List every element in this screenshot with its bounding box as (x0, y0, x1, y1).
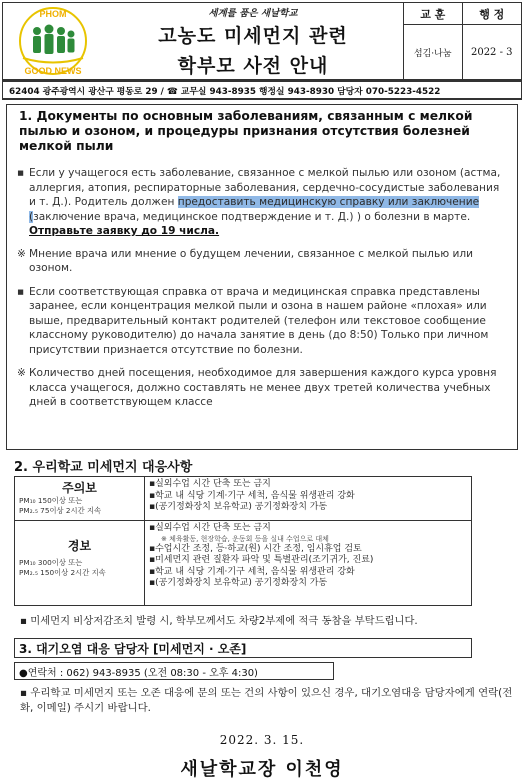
response-table (14, 476, 472, 606)
principal-signature: 새날학교장 이천영 (180, 759, 344, 780)
issue-date: 2022. 3. 15. (219, 733, 305, 747)
school-slogan: 세계를 품은 새날학교 (208, 8, 298, 19)
highlighted-text: предоставить медицинскую справку или заключение ( (29, 196, 480, 223)
header (2, 2, 522, 80)
section-2-title: 2. 우리학교 미세먼지 대응사항 (14, 460, 193, 475)
paragraph-medical-certificate: ▪ Если у учащегося есть заболевание, связанное с мелкой пылью или озоном (астма, аллергия, атопия, респираторные заболевания, сердечно-сосудистые заболевания и т. Д.). Родитель должен предоставить медицинскую справку или заключение (заключение врача, медицинское подтверждение и т. Д.) ) о болезни в марте. Отправьте заявку до 19 числа. (17, 167, 501, 237)
table-row (15, 521, 471, 605)
table-row (15, 477, 471, 521)
actions-cell: ▪실외수업 시간 단축 또는 금지 ▪학교 내 식당 기계·기구 세척, 음식물 위생관리 강화 ▪(공기정화장치 보유학교) 공기정화장치 가동 (149, 479, 355, 513)
deadline-text: Отправьте заявку до 19 числа. (29, 225, 220, 237)
paragraph-doctor-opinion: ※ Мнение врача или мнение о будущем лечении, связанное с мелкой пылью или озоном. (17, 247, 474, 274)
bullet-marker: ▪ (17, 167, 25, 179)
notice-title-line2: 학부모 사전 안내 (177, 55, 329, 77)
vehicle-rotation-note: ▪ 미세먼지 비상저감조치 발령 시, 학부모께서도 차량2부제에 적극 동참을 부탁드립니다. (20, 615, 418, 627)
paragraph-attendance-days: ※ Количество дней посещения, необходимое для завершения каждого курса уровня класса учащегося, должно составлять не менее двух третей количества учебных дней в соответствующем классе (17, 367, 497, 408)
actions-cell: ▪실외수업 시간 단축 또는 금지 ※ 체육활동, 현장학습, 운동회 등을 실내 수업으로 대체 ▪수업시간 조정, 등·하교(원) 시간 조정, 임시휴업 검토 ▪미세먼지 관련 질환자 파악 및 특별관리(조기귀가, 진료) ▪학교 내 식당 기계·기구 세척, 음식물 위생관리 강화 ▪(공기정화장치 보유학교) 공기정화장치 가동 (149, 523, 374, 589)
level-cell: 경보 PM₁₀ 300이상 또는 PM₂.₅ 150이상 2시간 지속 (15, 521, 145, 605)
header-meta-table (403, 3, 521, 79)
svg-text:PHOM: PHOM (39, 9, 67, 19)
contact-info: ●연락처 : 062) 943-8935 (오전 08:30 - 오후 4:30) (14, 662, 334, 680)
school-logo (3, 3, 103, 79)
section-1-title: 1. Документы по основным заболеваниям, связанным с мелкой пылью и озоном, и процедуры признания отсутствия болезней мелкой пыли (19, 109, 473, 153)
section-3-title: 3. 대기오염 대응 담당자 [미세먼지 · 오존] (14, 638, 472, 658)
admin-label: 행 정 (463, 3, 522, 25)
section-1-box (6, 104, 518, 450)
level-name: 경보 (67, 539, 92, 553)
issue-number: 2022 - 3 (470, 46, 513, 58)
svg-text:GOOD NEWS: GOOD NEWS (24, 66, 82, 76)
paragraph-absence-recognition: ▪ Если соответствующая справка от врача и медицинская справка представлены заранее, если концентрация мелкой пыли и озона в нашем районе «плохая» или выше, предварительный контакт родителей (телефон или текстовое сообщение классному руководителю) до начала занятие в день (до 8:50) Только при личном присутствии признается отсутствие по болезни. (17, 285, 489, 356)
motto-label: 교 훈 (404, 3, 463, 25)
level-cell: 주의보 PM₁₀ 150이상 또는 PM₂.₅ 75이상 2시간 지속 (15, 477, 145, 520)
level-name: 주의보 (62, 481, 97, 495)
inquiry-note: ▪ 우리학교 미세먼지 또는 오존 대응에 문의 또는 건의 사항이 있으신 경우, 대기오염대응 담당자에게 연락(전화, 이메일) 주시기 바랍니다. (20, 687, 513, 714)
header-title-block (103, 3, 403, 79)
notice-title-line1: 고농도 미세먼지 관련 (158, 25, 348, 47)
motto-value: 섬김·나눔 (404, 25, 463, 79)
address-bar: 62404 광주광역시 광산구 평동로 29 / ☎ 교무실 943-8935 행정실 943-8930 담당자 070-5223-4522 (2, 80, 522, 100)
